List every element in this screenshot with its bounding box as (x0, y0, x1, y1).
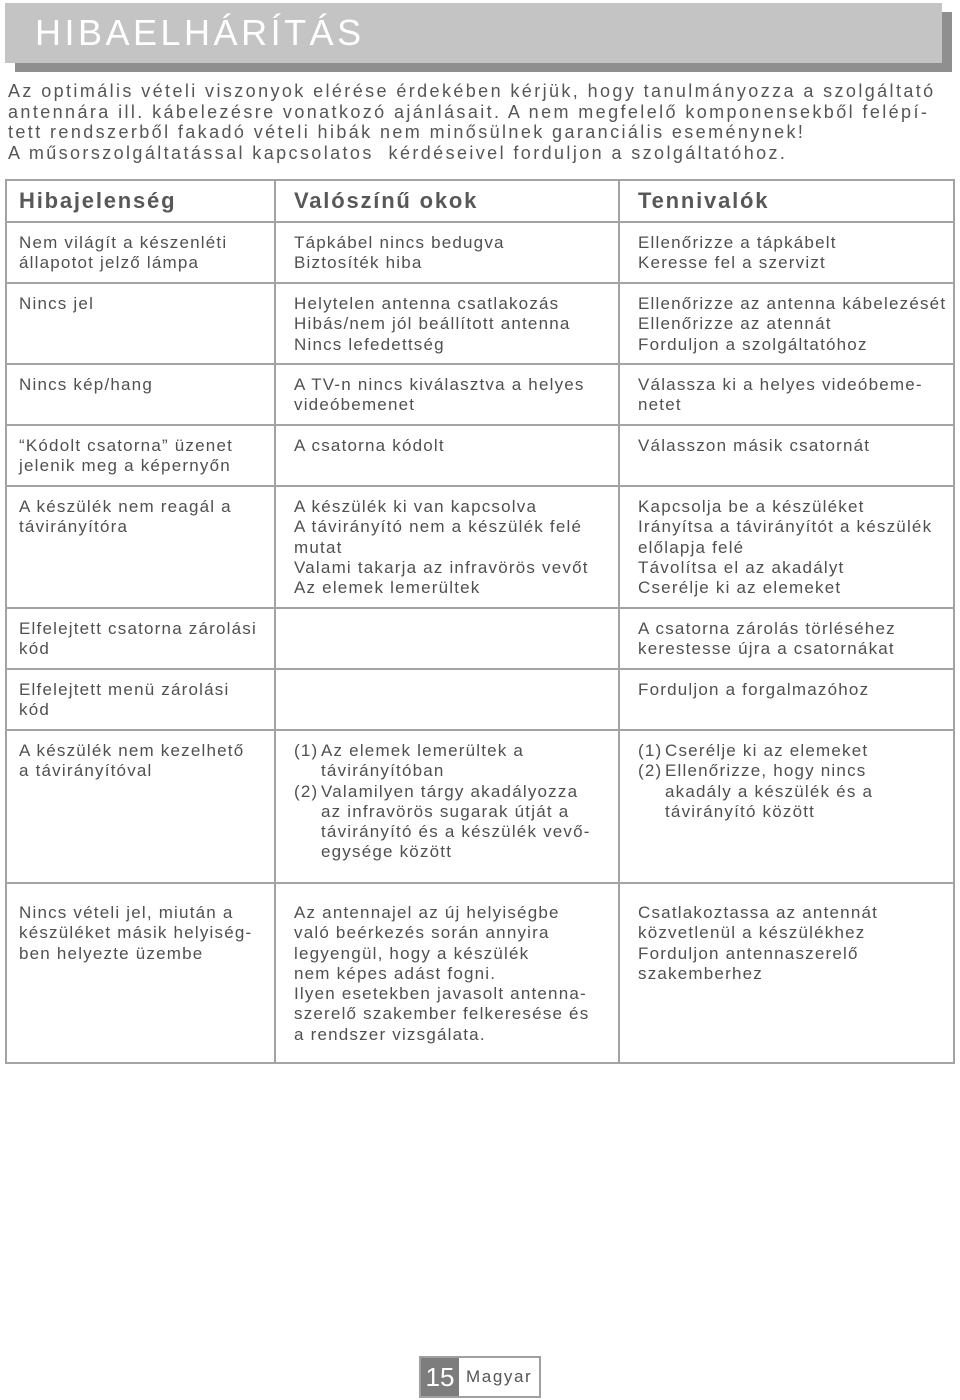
remedy-cell (620, 609, 955, 670)
symptom-line: Elfelejtett csatorna zárolási (19, 619, 257, 638)
item-text (321, 782, 591, 863)
symptom-cell (7, 223, 276, 284)
remedy-cell (620, 731, 955, 884)
cause-line: távirányító és a készülék vevő- (321, 822, 591, 842)
remedy-line: Ellenőrizze az antenna kábelezését (638, 294, 947, 313)
cause-line: nem képes adást fogni. (294, 963, 497, 983)
cause-line: Hibás/nem jól beállított antenna (294, 314, 571, 334)
symptom-cell (7, 487, 276, 609)
symptom-line: a távirányítóval (19, 761, 153, 781)
symptom-line: A készülék nem kezelhető (19, 741, 245, 760)
intro-line: tett rendszerből fakadó vételi hibák nem minősülnek garanciális eseménynek! (8, 122, 806, 143)
cause-line: való beérkezés során annyira (294, 923, 550, 943)
cause-cell (276, 731, 620, 884)
cause-line: legyengül, hogy a készülék (294, 943, 530, 963)
cause-line: A távirányító nem a készülék felé (294, 517, 583, 537)
symptom-line: kód (19, 700, 51, 720)
remedy-cell (620, 365, 955, 426)
remedy-line: Forduljon a forgalmazóhoz (638, 680, 870, 699)
cause-line: az infravörös sugarak útját a (321, 801, 570, 821)
symptom-line: Nincs jel (19, 294, 95, 313)
header-cause: Valószínű okok (276, 181, 620, 223)
remedy-cell (620, 487, 955, 609)
page-footer (419, 1356, 541, 1398)
remedy-line: Távolítsa el az akadályt (638, 557, 845, 577)
remedy-line: Cserélje ki az elemeket (638, 578, 842, 598)
cause-line: Valami takarja az infravörös vevőt (294, 557, 589, 577)
numbered-item (638, 741, 953, 761)
cause-line: mutat (294, 537, 343, 557)
troubleshooting-table (5, 179, 955, 1064)
symptom-line: Nincs vételi jel, miután a (19, 903, 234, 922)
symptom-cell (7, 284, 276, 365)
remedy-cell (620, 670, 955, 731)
symptom-line: Nem világít a készenléti (19, 233, 228, 252)
item-text (321, 741, 524, 782)
symptom-cell (7, 426, 276, 487)
intro-line: antennára ill. kábelezésre vonatkozó ajánlásait. A nem megfelelő komponensekből felépí- (8, 101, 930, 122)
cause-cell (276, 223, 620, 284)
remedy-cell (620, 223, 955, 284)
cause-line: a rendszer vizsgálata. (294, 1024, 486, 1044)
item-number: (2) (294, 781, 319, 801)
numbered-item (638, 761, 953, 822)
symptom-line: “Kódolt csatorna” üzenet (19, 436, 234, 455)
item-number: (1) (294, 741, 319, 760)
remedy-line: szakemberhez (638, 963, 763, 983)
cause-line: Valamilyen tárgy akadályozza (321, 781, 579, 801)
item-number: (2) (638, 761, 663, 781)
remedy-line: Válassza ki a helyes videóbeme- (638, 375, 923, 394)
page-title: HIBAELHÁRÍTÁS (35, 12, 365, 53)
item-text (665, 761, 873, 822)
cause-line: Tápkábel nincs bedugva (294, 233, 505, 252)
remedy-cell (620, 884, 955, 1064)
cause-cell (276, 284, 620, 365)
cause-line: Nincs lefedettség (294, 334, 445, 354)
cause-line: A csatorna kódolt (294, 436, 445, 455)
language-label: Magyar (466, 1367, 533, 1386)
page-number: 15 (421, 1358, 459, 1396)
symptom-cell (7, 731, 276, 884)
symptom-cell (7, 365, 276, 426)
item-number: (1) (638, 741, 663, 760)
cause-cell (276, 487, 620, 609)
cause-line: egysége között (321, 842, 453, 862)
cause-line: Az elemek lemerültek (294, 578, 481, 598)
remedy-line: Ellenőrizze az atennát (638, 314, 832, 334)
remedy-line: előlapja felé (638, 537, 745, 557)
symptom-cell (7, 609, 276, 670)
remedy-line: Forduljon a szolgáltatóhoz (638, 334, 868, 354)
remedy-line: Ellenőrizze a tápkábelt (638, 233, 837, 252)
cause-line: videóbemenet (294, 395, 416, 415)
numbered-item (294, 782, 618, 863)
symptom-line: kód (19, 639, 51, 659)
cause-line: Biztosíték hiba (294, 253, 423, 273)
cause-cell (276, 670, 620, 731)
remedy-line: közvetlenül a készülékhez (638, 923, 866, 943)
remedy-line: akadály a készülék és a (665, 781, 874, 801)
symptom-cell (7, 884, 276, 1064)
cause-line: távirányítóban (321, 761, 445, 781)
item-text (665, 741, 868, 761)
remedy-line: távirányító között (665, 801, 816, 821)
cause-cell (276, 884, 620, 1064)
symptom-line: Elfelejtett menü zárolási (19, 680, 230, 699)
intro-paragraph (8, 81, 936, 164)
cause-cell (276, 609, 620, 670)
remedy-cell (620, 284, 955, 365)
cause-line: Az antennajel az új helyiségbe (294, 903, 560, 922)
remedy-line: A csatorna zárolás törléséhez (638, 619, 896, 638)
symptom-line: készüléket másik helyiség- (19, 923, 253, 943)
intro-line: Az optimális vételi viszonyok elérése érdekében kérjük, hogy tanulmányozza a szolgáltató (8, 81, 936, 101)
remedy-line: Kapcsolja be a készüléket (638, 497, 865, 516)
cause-line: Ilyen esetekben javasolt antenna- (294, 984, 587, 1004)
remedy-line: Irányítsa a távirányítót a készülék (638, 517, 933, 537)
remedy-line: Cserélje ki az elemeket (665, 741, 869, 760)
cause-line: szerelő szakember felkeresése és (294, 1004, 590, 1024)
remedy-cell (620, 426, 955, 487)
cause-cell (276, 426, 620, 487)
cause-cell (276, 365, 620, 426)
header-remedy: Tennivalók (620, 181, 955, 223)
cause-line: Az elemek lemerültek a (321, 741, 525, 760)
cause-line: A készülék ki van kapcsolva (294, 497, 538, 516)
remedy-line: Keresse fel a szervizt (638, 253, 826, 273)
symptom-line: távirányítóra (19, 517, 129, 537)
symptom-cell (7, 670, 276, 731)
remedy-line: Forduljon antennaszerelő (638, 943, 859, 963)
symptom-line: állapotot jelző lámpa (19, 253, 200, 273)
remedy-line: Ellenőrizze, hogy nincs (665, 761, 867, 781)
intro-line: A műsorszolgáltatással kapcsolatos kérdéseivel forduljon a szolgáltatóhoz. (8, 143, 788, 164)
remedy-line: Válasszon másik csatornát (638, 436, 871, 455)
cause-line: Helytelen antenna csatlakozás (294, 294, 560, 313)
numbered-item (294, 741, 618, 782)
cause-line: A TV-n nincs kiválasztva a helyes (294, 375, 585, 394)
remedy-line: Csatlakoztassa az antennát (638, 903, 879, 922)
symptom-line: ben helyezte üzembe (19, 943, 204, 963)
symptom-line: Nincs kép/hang (19, 375, 153, 394)
header-symptom: Hibajelenség (7, 181, 276, 223)
remedy-line: kerestesse újra a csatornákat (638, 639, 895, 659)
symptom-line: A készülék nem reagál a (19, 497, 232, 516)
remedy-line: netet (638, 395, 682, 415)
title-bar (5, 3, 942, 63)
symptom-line: jelenik meg a képernyőn (19, 456, 231, 476)
